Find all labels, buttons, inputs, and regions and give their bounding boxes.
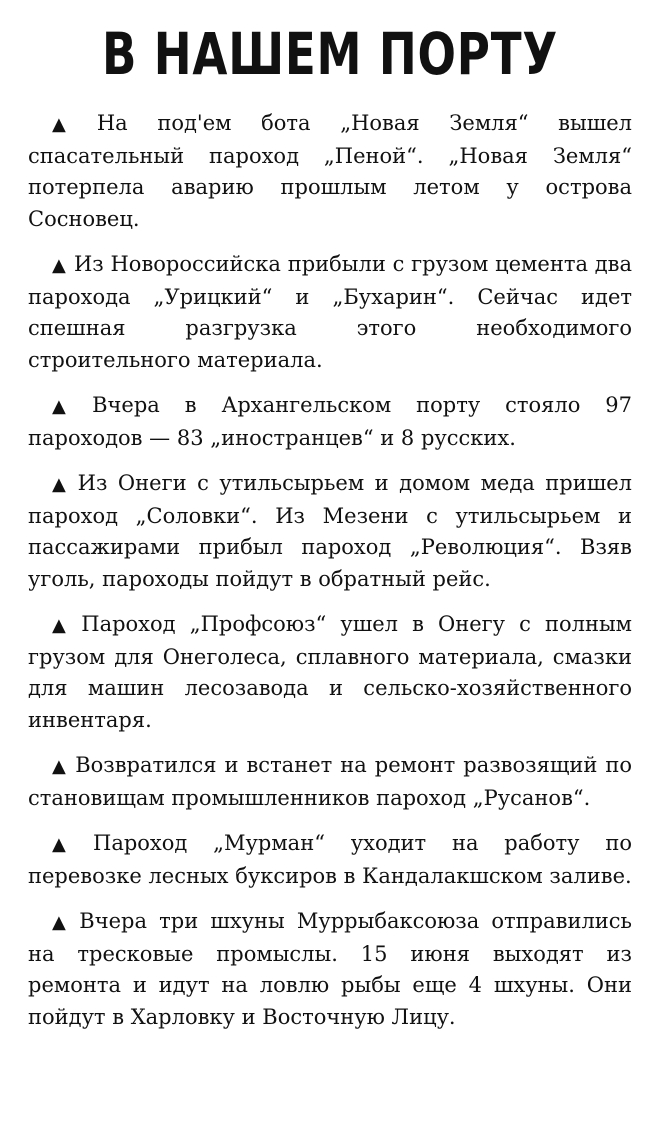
- triangle-marker-icon: ▲: [52, 834, 85, 855]
- news-item-text: Пароход „Мурман“ уходит на работу по перевозке лесных буксиров в Кандалакшском заливе.: [28, 831, 633, 888]
- news-item-5: [28, 609, 632, 736]
- news-item-4: [28, 468, 632, 595]
- news-item-text: На под'ем бота „Новая Земля“ вышел спасательный пароход „Пеной“. „Новая Земля“ потерпела аварию прошлым летом у острова Сосновец.: [28, 111, 632, 231]
- news-item-text: Из Новороссийска прибыли с грузом цемента два парохода „Урицкий“ и „Бухарин“. Сейчас идет спешная разгрузка этого необходимого строительного материала.: [28, 252, 633, 372]
- news-item-7: [28, 828, 632, 892]
- news-item-text: Возвратился и встанет на ремонт развозящий по становищам промышленников пароход „Русанов“.: [28, 753, 633, 810]
- news-item-2: [28, 249, 632, 376]
- triangle-marker-icon: ▲: [52, 912, 72, 933]
- newspaper-column: [28, 18, 632, 1047]
- triangle-marker-icon: ▲: [52, 255, 66, 276]
- triangle-marker-icon: ▲: [52, 615, 74, 636]
- news-item-text: Из Онеги с утильсырьем и домом меда пришел пароход „Соловки“. Из Мезени с утильсырьем и пассажирами прибыл пароход „Революция“. Взяв уголь, пароходы пойдут в обратный рейс.: [28, 471, 633, 591]
- news-item-text: Пароход „Профсоюз“ ушел в Онегу с полным грузом для Онеголеса, сплавного материала, смазки для машин лесозавода и сельско-хозяйственного инвентаря.: [28, 612, 632, 732]
- news-item-8: [28, 906, 632, 1033]
- news-item-6: [28, 750, 632, 814]
- news-item-1: [28, 108, 632, 235]
- triangle-marker-icon: ▲: [52, 396, 85, 417]
- news-item-text: Вчера в Архангельском порту стояло 97 пароходов — 83 „иностранцев“ и 8 русских.: [28, 393, 633, 450]
- headline: В НАШЕМ ПОРТУ: [101, 20, 559, 88]
- triangle-marker-icon: ▲: [52, 474, 70, 495]
- news-item-3: [28, 390, 632, 454]
- triangle-marker-icon: ▲: [52, 756, 68, 777]
- triangle-marker-icon: ▲: [52, 114, 89, 135]
- news-item-text: Вчера три шхуны Муррыбаксоюза отправились на тресковые промыслы. 15 июня выходят из ремонта и идут на ловлю рыбы еще 4 шхуны. Они пойдут в Харловку и Восточную Лицу.: [28, 909, 632, 1029]
